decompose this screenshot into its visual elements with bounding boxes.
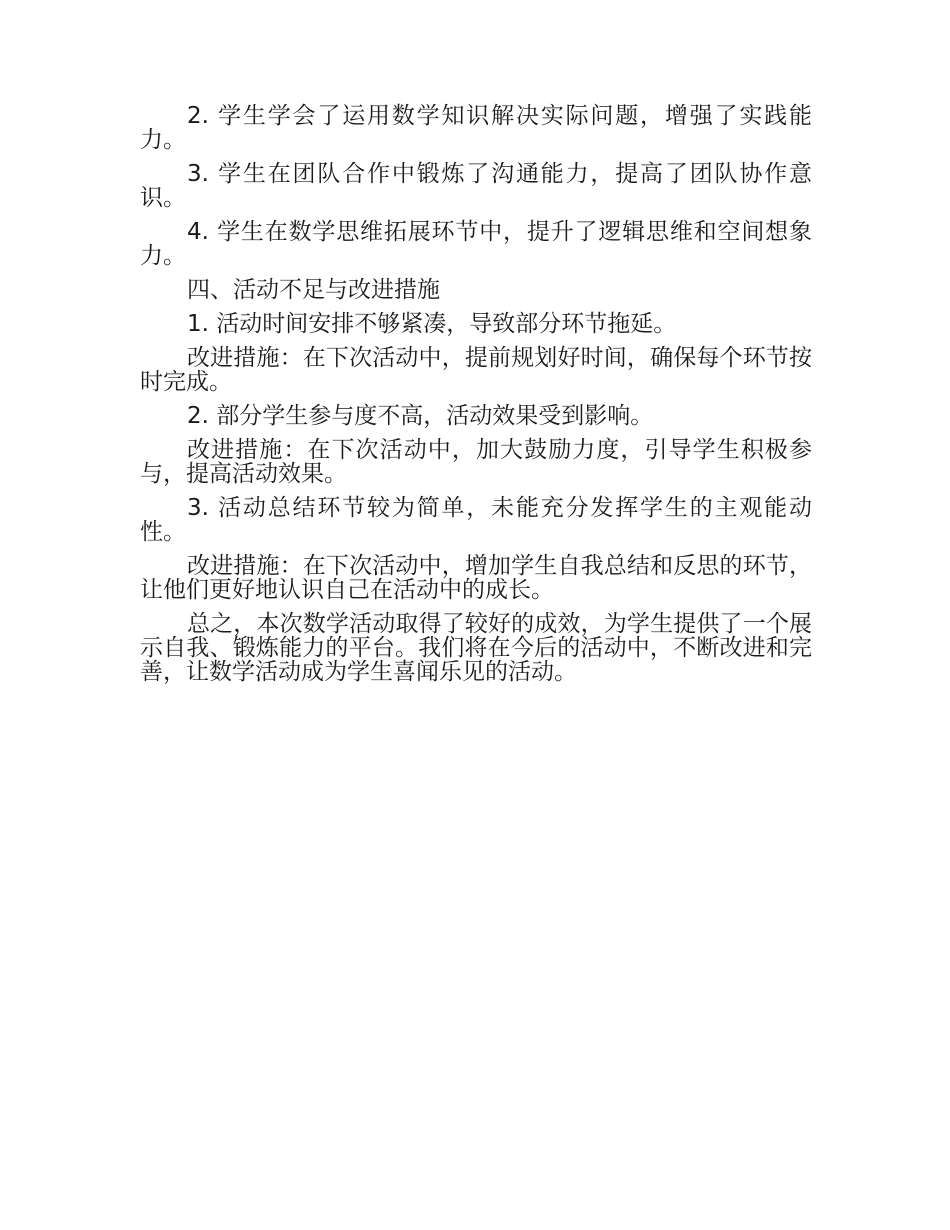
paragraph-shortcoming-3: 3. 活动总结环节较为简单，未能充分发挥学生的主观能动性。 xyxy=(140,495,812,545)
paragraph-improvement-2: 改进措施：在下次活动中，加大鼓励力度，引导学生积极参与，提高活动效果。 xyxy=(140,437,812,487)
paragraph-result-3: 3. 学生在团队合作中锻炼了沟通能力，提高了团队协作意识。 xyxy=(140,161,812,211)
paragraph-shortcoming-1: 1. 活动时间安排不够紧凑，导致部分环节拖延。 xyxy=(187,311,677,337)
paragraph-result-4: 4. 学生在数学思维拓展环节中，提升了逻辑思维和空间想象力。 xyxy=(140,219,812,269)
paragraph-result-2: 2. 学生学会了运用数学知识解决实际问题，增强了实践能力。 xyxy=(140,103,812,153)
paragraph-shortcoming-2: 2. 部分学生参与度不高，活动效果受到影响。 xyxy=(187,403,654,429)
document-body xyxy=(140,104,812,694)
paragraph-improvement-3: 改进措施：在下次活动中，增加学生自我总结和反思的环节，让他们更好地认识自己在活动中的成长。 xyxy=(140,553,812,603)
paragraph-improvement-1: 改进措施：在下次活动中，提前规划好时间，确保每个环节按时完成。 xyxy=(140,345,812,395)
section-heading: 四、活动不足与改进措施 xyxy=(187,277,440,303)
paragraph-conclusion: 总之，本次数学活动取得了较好的成效，为学生提供了一个展示自我、锻炼能力的平台。我们将在今后的活动中，不断改进和完善，让数学活动成为学生喜闻乐见的活动。 xyxy=(140,611,812,685)
